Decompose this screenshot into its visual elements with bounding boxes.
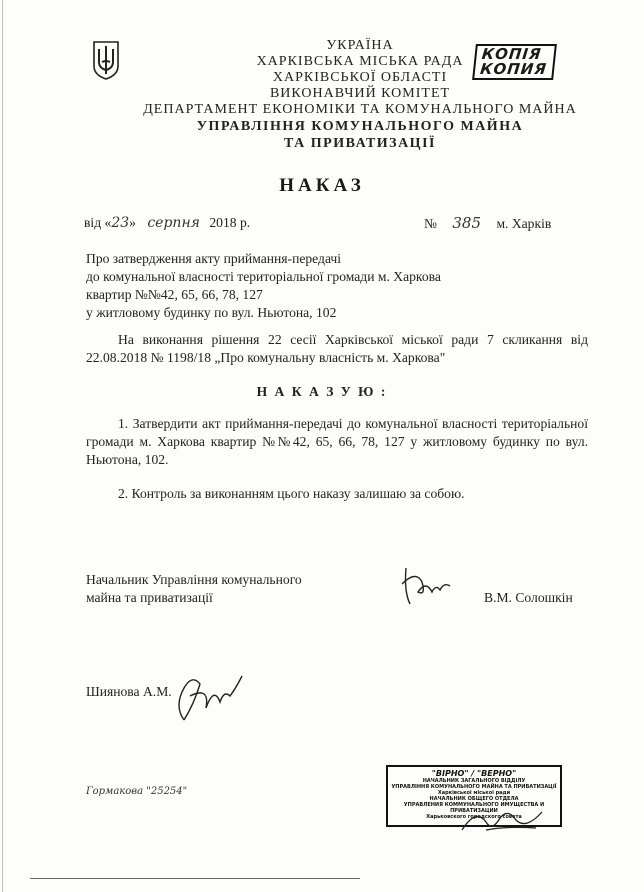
letterhead-directorate-2: ТА ПРИВАТИЗАЦІЇ — [284, 136, 436, 151]
subject-line-2: до комунальної власності територіальної громади м. Харкова — [86, 269, 441, 284]
executor-signature — [170, 666, 246, 728]
date-prefix: від « — [84, 215, 112, 230]
signatory-name: В.М. Солошкін — [484, 590, 573, 605]
cert-stamp-line5: НАЧАЛЬНИК ОБЩЕГО ОТДЕЛА — [429, 796, 519, 802]
copy-stamp-line2: КОПИЯ — [479, 60, 548, 78]
order-heading: Н А К А З У Ю : — [256, 384, 388, 399]
date-year: 2018 р. — [209, 215, 251, 230]
subject-block — [86, 250, 506, 322]
scan-edge-line — [2, 0, 3, 892]
order-number: 385 — [452, 214, 482, 232]
signatory-title — [86, 571, 366, 607]
subject-line-3: квартир №№42, 65, 66, 78, 127 — [86, 287, 263, 302]
letterhead-directorate: УПРАВЛІННЯ КОМУНАЛЬНОГО МАЙНА — [196, 119, 524, 134]
certification-signature — [456, 800, 546, 836]
cert-stamp-line2: НАЧАЛЬНИК ЗАГАЛЬНОГО ВІДДІЛУ — [422, 778, 526, 784]
number-label: № — [424, 216, 437, 231]
date-mid: » — [129, 215, 136, 230]
city: м. Харків — [496, 216, 552, 231]
copy-stamp-line1: КОПІЯ — [480, 45, 543, 63]
cert-stamp-line7: Харьковского городского совета — [426, 814, 522, 820]
date-day: 23 — [111, 215, 130, 231]
cert-stamp-line4: Харківської міської ради — [437, 790, 511, 796]
subject-line-1: Про затвердження акту приймання-передачі — [86, 251, 342, 266]
letterhead-committee: ВИКОНАВЧИЙ КОМІТЕТ — [269, 86, 451, 101]
signatory-title-line-2: майна та приватизації — [86, 590, 213, 605]
copy-stamp — [472, 44, 556, 80]
subject-line-4: у житловому будинку по вул. Ньютона, 102 — [86, 305, 337, 320]
letterhead-country: УКРАЇНА — [326, 38, 394, 53]
signatory-title-line-1: Начальник Управління комунального — [86, 572, 302, 587]
bottom-scan-line — [30, 878, 360, 879]
order-item-2: 2. Контроль за виконанням цього наказу залишаю за собою. — [118, 486, 465, 501]
footer-note: Гормакова "25254" — [86, 786, 188, 797]
cert-stamp-title: "ВІРНО" / "ВЕРНО" — [431, 769, 517, 778]
order-item-1: 1. Затвердити акт приймання-передачі до комунальної власності територіальної громади м. Харкова квартир №№42, 65, 66, 78, 127 у житловому будинку по вул. Ньютона, 102. — [86, 416, 588, 467]
letterhead-council: ХАРКІВСЬКА МІСЬКА РАДА — [256, 54, 464, 69]
cert-stamp-line6: УПРАВЛЕНИЯ КОММУНАЛЬНОГО ИМУЩЕСТВА И ПРИВАТИЗАЦИИ — [403, 802, 545, 814]
executor-name: Шиянова А.М. — [86, 684, 172, 699]
date-month: серпня — [147, 215, 200, 231]
letterhead-department: ДЕПАРТАМЕНТ ЕКОНОМІКИ ТА КОМУНАЛЬНОГО МАЙНА — [143, 102, 577, 117]
cert-stamp-line3: УПРАВЛІННЯ КОМУНАЛЬНОГО МАЙНА ТА ПРИВАТИЗАЦІЇ — [391, 784, 557, 790]
head-signature — [396, 562, 456, 610]
document-title: НАКАЗ — [279, 175, 365, 196]
order-number-line — [424, 214, 551, 233]
letterhead-region: ХАРКІВСЬКОЇ ОБЛАСТІ — [272, 70, 448, 85]
preamble: На виконання рішення 22 сесії Харківської міської ради 7 скликання від 22.08.2018 № 1198/18 „Про комунальну власність м. Харкова" — [86, 332, 588, 365]
